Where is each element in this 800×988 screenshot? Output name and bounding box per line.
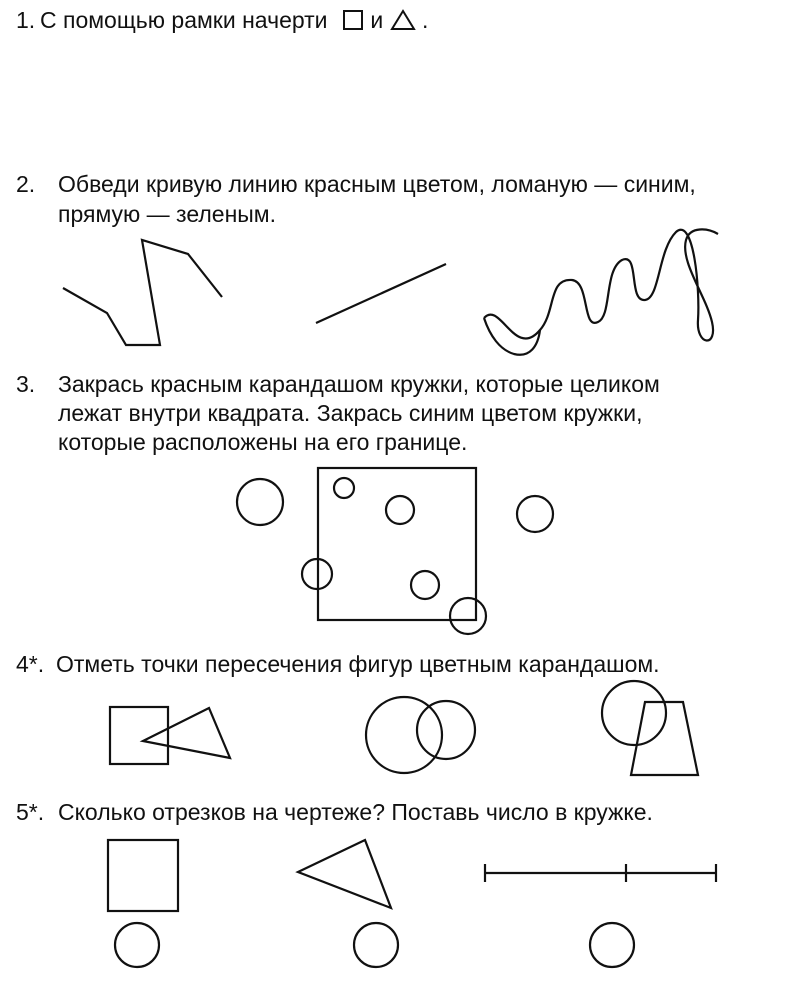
task-4-number: 4*. — [16, 651, 45, 677]
circle-on-border-corner — [450, 598, 486, 634]
task-5-text: Сколько отрезков на чертеже? Поставь число в кружке. — [58, 799, 653, 825]
trapezoid — [631, 702, 698, 775]
triangle-over-square — [143, 708, 230, 758]
task-3-line-3: которые расположены на его границе. — [58, 429, 468, 455]
segment-square — [108, 840, 178, 911]
task-4-text: Отметь точки пересечения фигур цветным карандашом. — [56, 651, 660, 677]
task-3-number: 3. — [16, 371, 36, 397]
circle-inside-bottom — [411, 571, 439, 599]
square-with-triangle — [110, 707, 168, 764]
task-1-number: 1. — [16, 7, 36, 33]
circle-pair-small — [417, 701, 475, 759]
big-square — [318, 468, 476, 620]
answer-circle-1[interactable] — [115, 923, 159, 967]
straight-line — [316, 264, 446, 323]
circle-outside-left — [237, 479, 283, 525]
task-3-line-2: лежат внутри квадрата. Закрась синим цветом кружки, — [58, 400, 643, 426]
circle-with-trapezoid — [602, 681, 666, 745]
task-5-number: 5*. — [16, 799, 45, 825]
segment-triangle — [298, 840, 391, 908]
broken-line — [63, 240, 222, 345]
curved-line — [484, 229, 718, 340]
circle-inside-top — [386, 496, 414, 524]
circle-outside-right — [517, 496, 553, 532]
task-1-and: и — [370, 7, 384, 33]
task-2-line-2: прямую — зеленым. — [58, 201, 277, 227]
task-1-instruction: С помощью рамки начерти — [40, 7, 328, 33]
task-1-end: . — [421, 7, 429, 33]
answer-circle-3[interactable] — [590, 923, 634, 967]
task-2-number: 2. — [16, 171, 36, 197]
task-3-line-1: Закрась красным карандашом кружки, которые целиком — [58, 371, 660, 397]
circle-pair-large — [366, 697, 442, 773]
circle-inside-small — [334, 478, 354, 498]
answer-circle-2[interactable] — [354, 923, 398, 967]
task-2-line-1: Обведи кривую линию красным цветом, ломаную — синим, — [58, 171, 696, 197]
